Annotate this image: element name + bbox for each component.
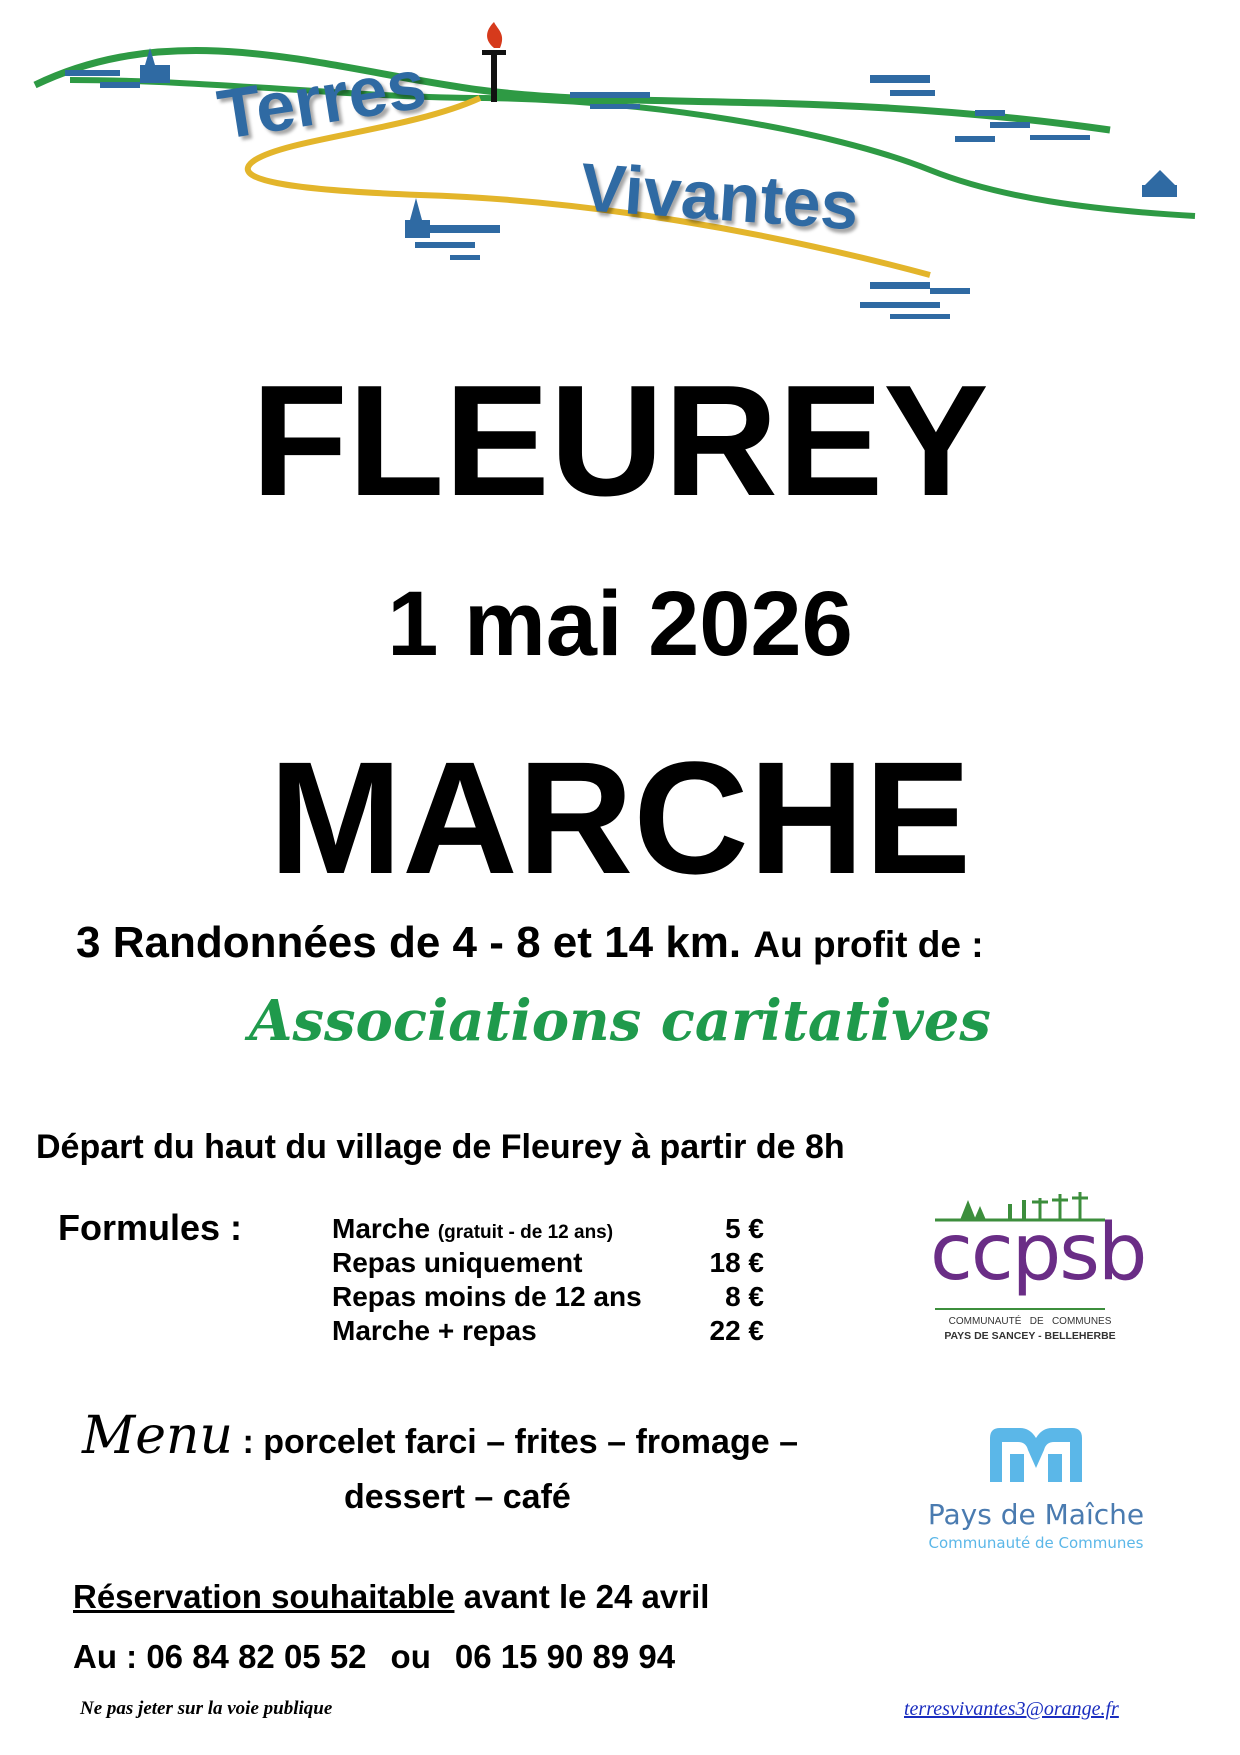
price-item-name: Repas uniquement [332,1247,583,1278]
phone-number-1: 06 84 82 05 52 [146,1638,367,1675]
ccpsb-logo [930,1192,1146,1354]
event-date: 1 mai 2026 [387,573,853,675]
reservation-line [73,1578,709,1616]
price-value: 8 € [725,1281,764,1312]
charity-beneficiary: Associations caritatives [249,988,991,1054]
price-item-name: Marche + repas [332,1315,537,1346]
phone-number-2: 06 15 90 89 94 [454,1638,676,1675]
logo-word-vivantes: Vivantes [578,149,862,245]
price-row [332,1314,764,1348]
maiche-name: Pays de Maîche [927,1498,1145,1531]
phone-separator: ou [390,1638,431,1675]
departure-info: Départ du haut du village de Fleurey à partir de 8h [36,1128,845,1166]
footer-note: Ne pas jeter sur la voie publique [80,1698,333,1719]
menu-line [82,1406,798,1466]
menu-label: Menu [82,1406,233,1466]
email-link[interactable]: terresvivantes3@orange.fr [904,1698,1119,1720]
reservation-deadline: avant le 24 avril [454,1578,710,1615]
formules-label: Formules : [58,1207,243,1248]
price-row [332,1212,764,1246]
price-value: 5 € [725,1213,764,1244]
pays-de-maiche-logo [920,1420,1152,1560]
terres-vivantes-logo [30,20,1220,340]
menu-dishes: : porcelet farci – frites – fromage – [233,1423,798,1461]
price-row [332,1246,764,1280]
event-name: MARCHE [268,728,972,907]
contact-prefix: Au : [73,1638,147,1675]
logo-word-terres: Terres [212,44,432,155]
price-item-name: Repas moins de 12 ans [332,1281,642,1312]
price-value: 22 € [709,1315,764,1346]
price-item-name: Marche (gratuit - de 12 ans) [332,1213,614,1244]
price-value: 18 € [709,1247,764,1278]
ccpsb-acronym: ccpsb [930,1208,1146,1298]
hikes-benefit-label: Au profit de : [753,924,984,965]
hikes-description: 3 Randonnées de 4 - 8 et 14 km. [76,918,742,967]
price-row [332,1280,764,1314]
price-list [332,1212,764,1348]
menu-dishes-continued: dessert – café [344,1478,571,1516]
maiche-subtitle: Communauté de Communes [928,1534,1144,1552]
contact-phones [73,1638,675,1676]
village-title: FLEUREY [251,353,989,529]
ccpsb-line1: COMMUNAUTÉ DE COMMUNES [948,1316,1112,1327]
price-item-note: (gratuit - de 12 ans) [437,1222,614,1243]
reservation-label: Réservation souhaitable [73,1578,455,1615]
maiche-emblem-icon [920,1420,1152,1490]
hikes-line [76,918,984,968]
ccpsb-line2: PAYS DE SANCEY - BELLEHERBE [944,1330,1116,1342]
